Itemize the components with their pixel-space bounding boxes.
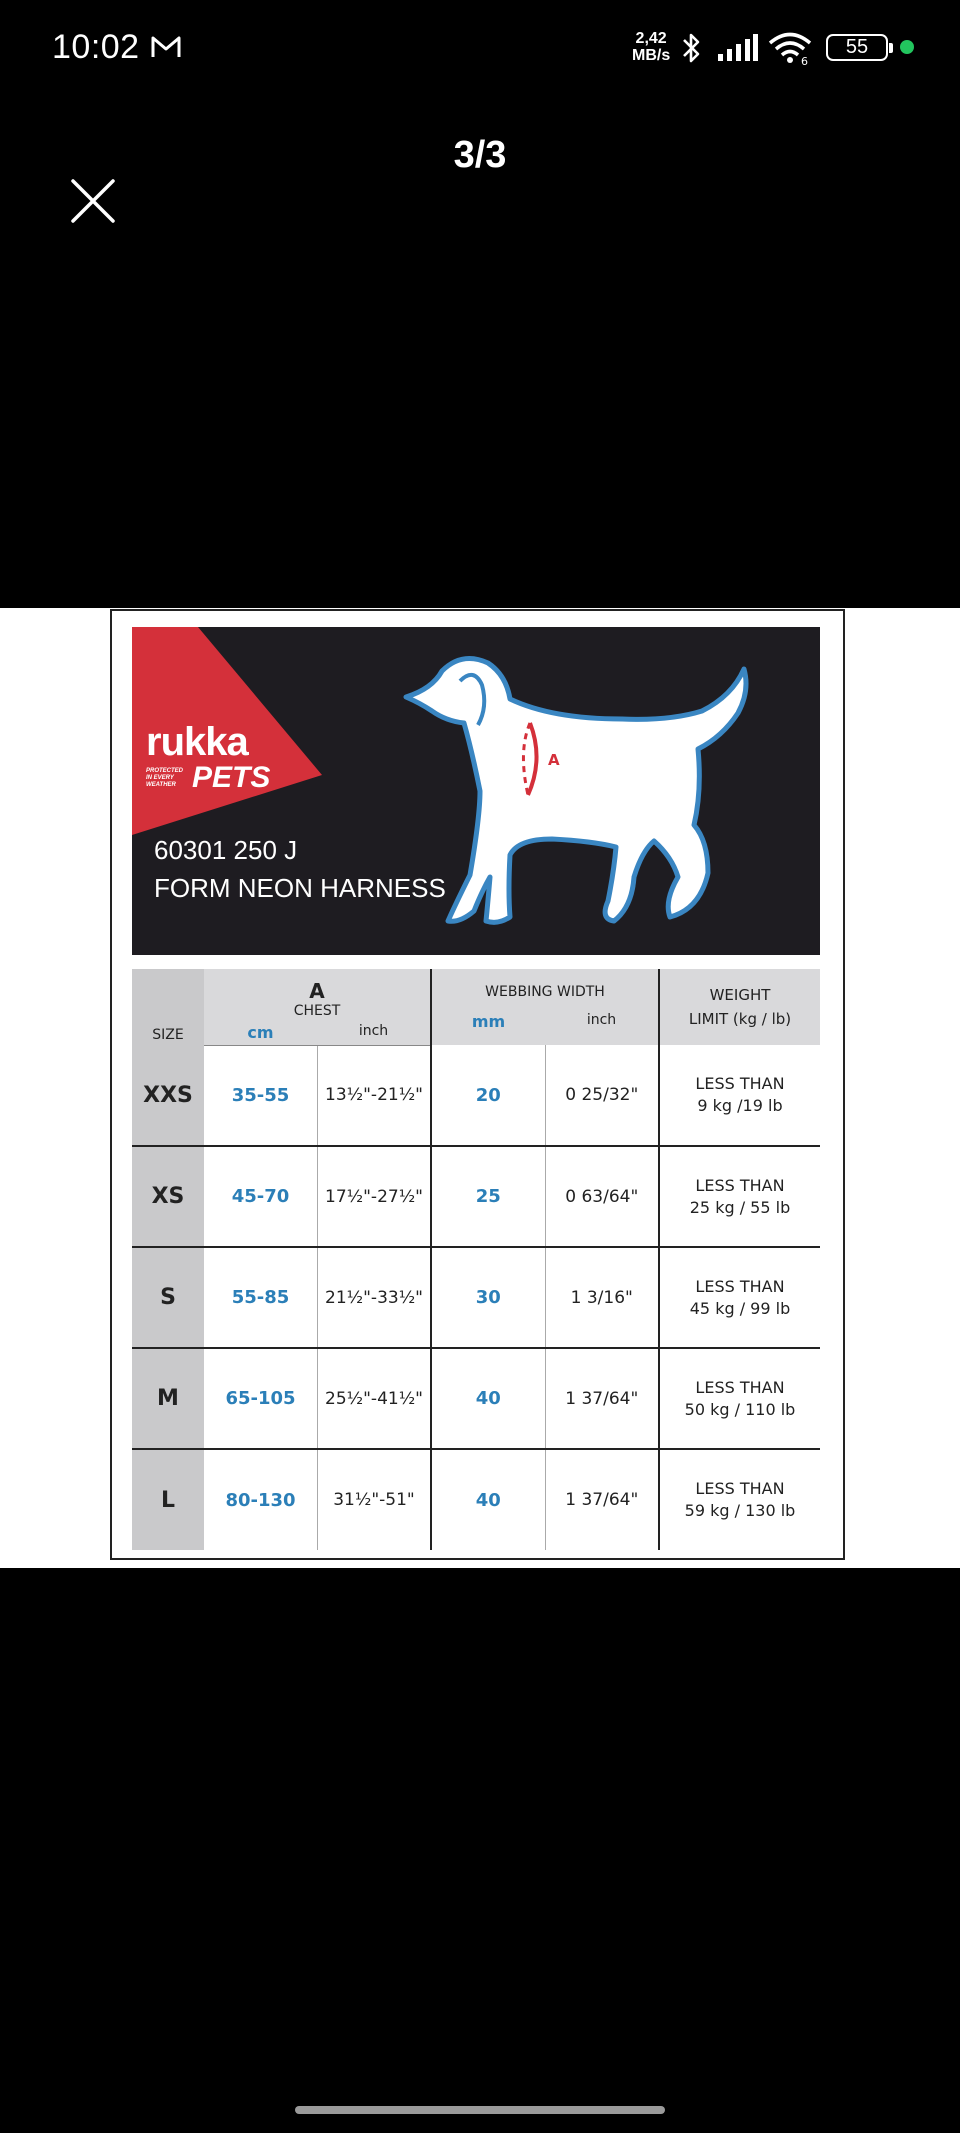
status-bar xyxy=(0,0,960,96)
table-row xyxy=(132,1045,820,1146)
dot-indicator xyxy=(900,40,914,54)
network-speed xyxy=(632,30,670,64)
chest-cm-cell: 45-70 xyxy=(204,1146,318,1247)
chest-cm-cell: 55-85 xyxy=(204,1247,318,1348)
wifi-icon xyxy=(768,32,812,66)
webbing-mm-cell: 40 xyxy=(431,1449,545,1550)
page-counter: 3/3 xyxy=(453,134,507,176)
chest-cm-cell: 35-55 xyxy=(204,1045,318,1146)
header-weight-line2: LIMIT (kg / lb) xyxy=(688,1010,792,1028)
weight-cell: LESS THAN 25 kg / 55 lb xyxy=(659,1146,820,1247)
webbing-inch-cell: 0 63/64" xyxy=(545,1146,659,1247)
webbing-inch-cell: 0 25/32" xyxy=(545,1045,659,1146)
size-cell: M xyxy=(132,1348,204,1449)
chest-cm-cell: 80-130 xyxy=(225,1489,296,1511)
brand-logo xyxy=(146,720,271,794)
wifi-badge: 6 xyxy=(801,55,808,66)
webbing-mm-cell: 20 xyxy=(431,1045,545,1146)
header-weight-line1: WEIGHT xyxy=(709,986,771,1004)
network-speed-unit: MB/s xyxy=(632,47,671,64)
brand-pets: PETS xyxy=(192,761,271,794)
size-cell: S xyxy=(132,1247,204,1348)
header-webbing-label: WEBBING WIDTH xyxy=(485,983,605,1000)
header-mm: mm xyxy=(471,1011,506,1031)
size-cell: XXS xyxy=(132,1045,204,1146)
product-code: 60301 250 J xyxy=(154,835,298,865)
header-inch-2: inch xyxy=(586,1011,617,1028)
header-chest-label: CHEST xyxy=(293,1003,341,1020)
gmail-icon xyxy=(150,34,182,60)
webbing-inch-cell: 1 37/64" xyxy=(545,1449,659,1550)
chest-marker: A xyxy=(548,751,560,769)
header-cm: cm xyxy=(247,1023,274,1043)
table-row xyxy=(132,1247,820,1348)
webbing-inch-cell: 1 3/16" xyxy=(545,1247,659,1348)
chest-inch-cell: 25½"-41½" xyxy=(318,1348,432,1449)
chest-inch-cell: 21½"-33½" xyxy=(318,1247,432,1348)
bluetooth-icon xyxy=(680,30,704,66)
size-table xyxy=(132,969,820,1550)
table-row xyxy=(132,1449,820,1550)
chest-inch-cell: 17½"-27½" xyxy=(318,1146,432,1247)
webbing-mm-cell: 30 xyxy=(431,1247,545,1348)
close-icon[interactable] xyxy=(70,178,116,224)
product-banner xyxy=(132,627,820,955)
webbing-mm-cell: 40 xyxy=(431,1348,545,1449)
size-cell: L xyxy=(132,1449,204,1550)
chest-inch-cell: 31½"-51" xyxy=(318,1449,432,1550)
status-time: 10:02 xyxy=(52,28,140,66)
header-a: A xyxy=(309,979,325,1004)
header-size: SIZE xyxy=(132,969,204,1045)
chest-inch-cell: 13½"-21½" xyxy=(318,1045,432,1146)
battery-icon: 55 xyxy=(826,34,888,61)
header-webbing xyxy=(431,969,659,1045)
size-chart xyxy=(110,609,845,1560)
weight-cell: LESS THAN 45 kg / 99 lb xyxy=(659,1247,820,1348)
chest-cm-cell: 65-105 xyxy=(204,1348,318,1449)
brand-name: rukka xyxy=(146,720,248,764)
table-row xyxy=(132,1348,820,1449)
table-header-row xyxy=(132,969,820,1045)
weight-cell: LESS THAN 50 kg / 110 lb xyxy=(659,1348,820,1449)
weight-cell: LESS THAN 9 kg /19 lb xyxy=(659,1045,820,1146)
network-speed-value: 2,42 xyxy=(635,30,667,47)
table-row xyxy=(132,1146,820,1247)
webbing-inch-cell: 1 37/64" xyxy=(545,1348,659,1449)
brand-tagline: PROTECTED IN EVERY WEATHER xyxy=(146,767,184,788)
home-indicator[interactable] xyxy=(295,2106,665,2114)
header-inch: inch xyxy=(358,1023,389,1040)
dog-illustration xyxy=(402,641,762,945)
header-weight xyxy=(659,969,820,1045)
header-chest xyxy=(204,969,431,1045)
product-name: FORM NEON HARNESS xyxy=(154,873,446,903)
size-cell: XS xyxy=(132,1146,204,1247)
signal-icon xyxy=(716,34,758,62)
weight-cell: LESS THAN 59 kg / 130 lb xyxy=(659,1449,820,1550)
image-panel xyxy=(0,608,960,1568)
webbing-mm-cell: 25 xyxy=(431,1146,545,1247)
